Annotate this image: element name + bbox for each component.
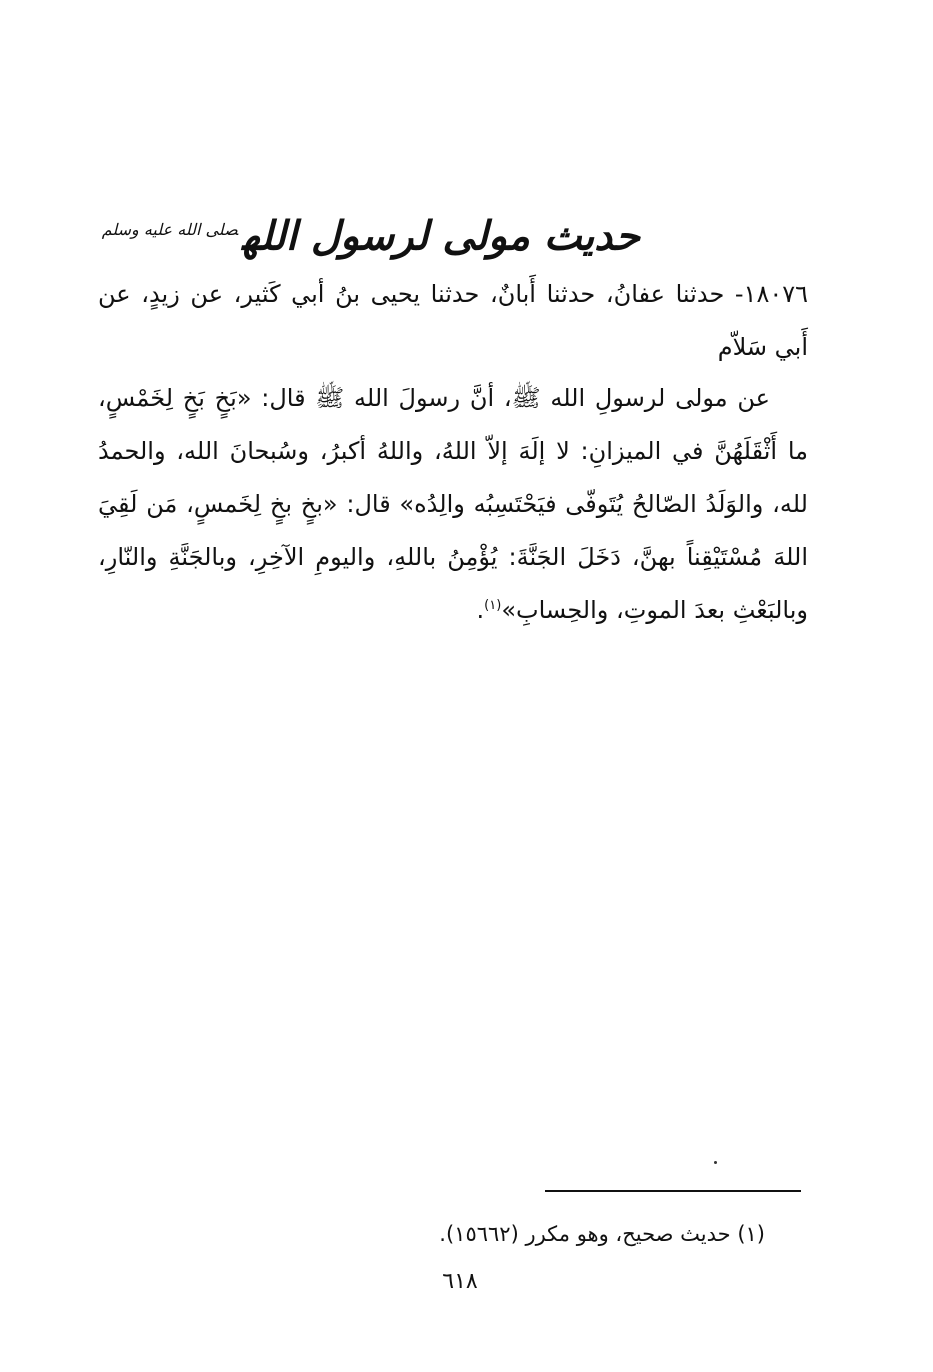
honorific-glyph: صلى الله عليه وسلم [101,220,238,239]
page-number: ٦١٨ [442,1269,478,1294]
section-heading [101,200,640,266]
print-speck [714,1161,717,1164]
footnote: (١) حديث صحيح، وهو مكرر (١٥٦٦٢). [439,1222,765,1246]
matn-end: . [476,596,485,624]
hadith-matn [98,372,808,637]
matn-text: عن مولى لرسولِ الله ﷺ، أنَّ رسولَ الله ﷺ قال: «بَخٍ بَخٍ لِخَمْسٍ، ما أَثْقَلَهُنَّ في الميزانِ: لا إلَهَ إلاّ اللهُ، واللهُ أكبرُ، وسُبحانَ الله، والحمدُ لله، والوَلَدُ الصّالحُ يُتَوفّى فيَحْتَسِبُه والِدُه» قال: «بخٍ بخٍ لِخَمسٍ، مَن لَقِيَ اللهَ مُسْتَيْقِناً بهنَّ، دَخَلَ الجَنَّةَ: يُؤْمِنُ باللهِ، واليومِ الآخِرِ، وبالجَنَّةِ والنّارِ، وبالبَعْثِ بعدَ الموتِ، والحِسابِ» [98,384,808,624]
footnote-reference: (١) [484,598,502,613]
footnote-divider [545,1190,801,1192]
hadith-isnad: ١٨٠٧٦- حدثنا عفانُ، حدثنا أَبانٌ، حدثنا يحيى بنُ أبي كَثير، عن زيدٍ، عن أَبي سَلاّم [98,280,808,361]
heading-title: حديث مولى لرسول الله [241,212,640,260]
